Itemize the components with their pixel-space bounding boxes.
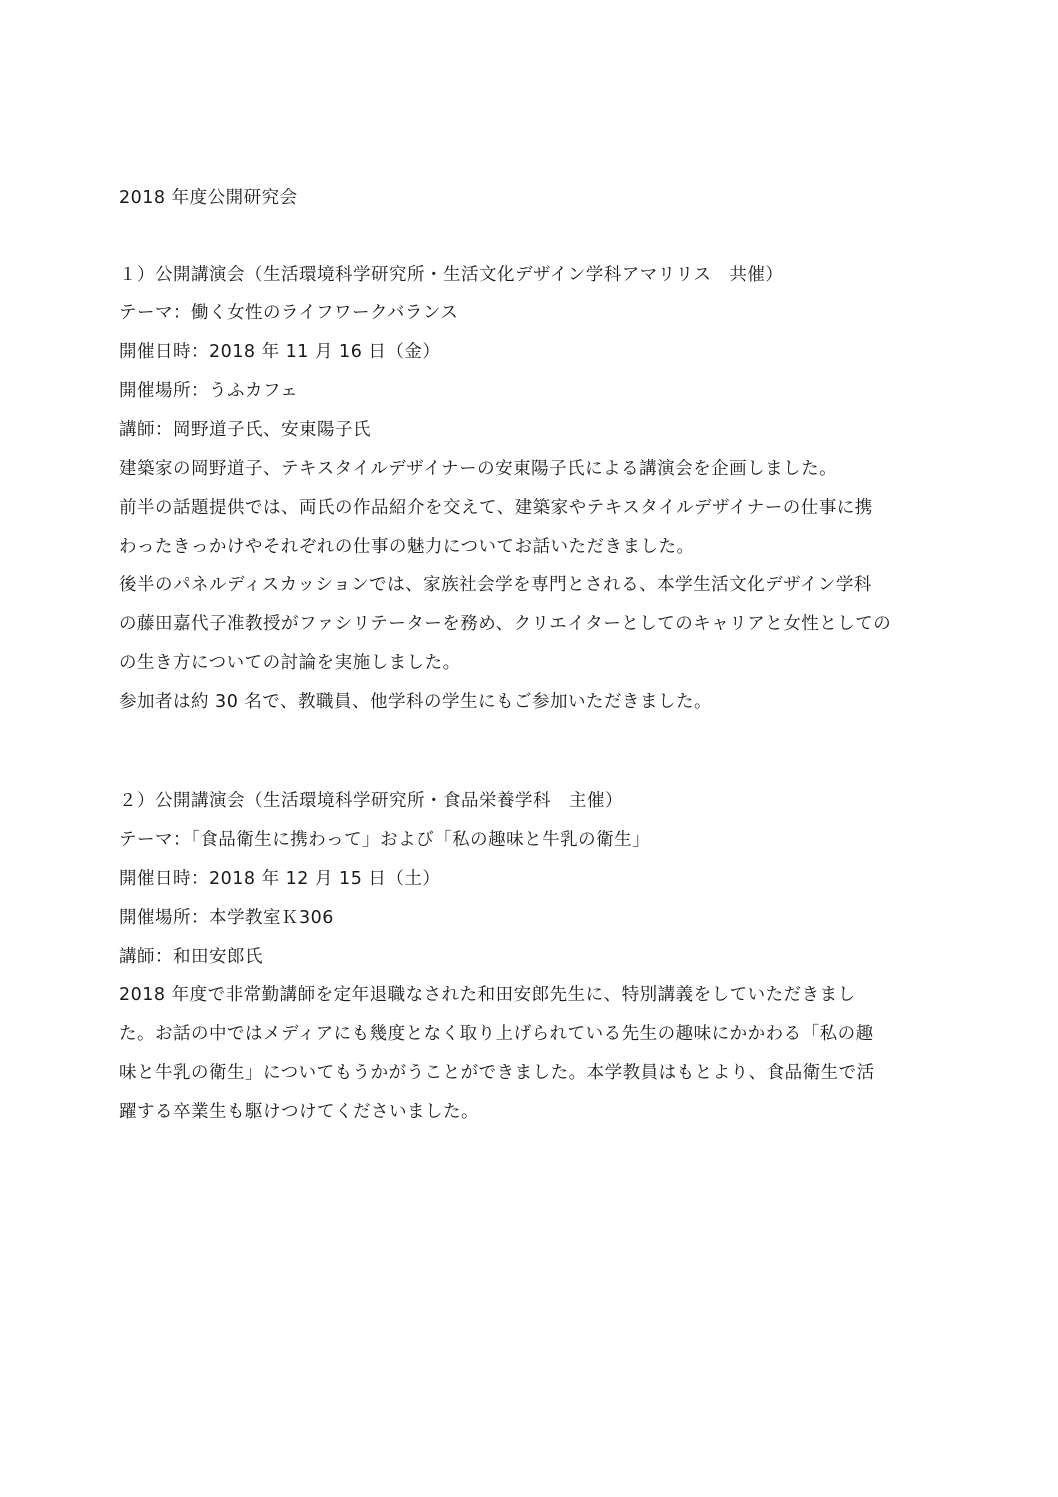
- section2-heading: ２）公開講演会（生活環境科学研究所・食品栄養学科 主催）: [119, 791, 623, 811]
- section1-body-line: の生き方についての討論を実施しました。: [119, 653, 461, 673]
- section1-body-line: 後半のパネルディスカッションでは、家族社会学を専門とされる、本学生活文化デザイン学科: [119, 575, 872, 595]
- document-title: 2018 年度公開研究会: [119, 188, 298, 208]
- section2-body-line: た。お話の中ではメディアにも幾度となく取り上げられている先生の趣味にかかわる「私の趣: [119, 1024, 874, 1044]
- section2-body-line: 味と牛乳の衛生」についてもうかがうことができました。本学教員はもとより、食品衛生で活: [119, 1063, 875, 1083]
- section1-speakers: 講師：岡野道子氏、安東陽子氏: [119, 420, 371, 440]
- section1-heading: １）公開講演会（生活環境科学研究所・生活文化デザイン学科アマリリス 共催）: [119, 265, 784, 285]
- section1-body-line: 前半の話題提供では、両氏の作品紹介を交えて、建築家やテキスタイルデザイナーの仕事に携: [119, 498, 873, 518]
- section1-venue: 開催場所：うふカフェ: [119, 381, 299, 401]
- section2-venue: 開催場所：本学教室Ｋ306: [119, 908, 334, 928]
- section2-theme: テーマ：「食品衛生に携わって」および「私の趣味と牛乳の衛生」: [119, 830, 651, 850]
- section2-speakers: 講師：和田安郎氏: [119, 947, 263, 967]
- section1-body-line: 建築家の岡野道子、テキスタイルデザイナーの安東陽子氏による講演会を企画しました。: [119, 459, 838, 479]
- section1-date: 開催日時：2018 年 11 月 16 日（金）: [119, 342, 441, 362]
- section2-body-line: 2018 年度で非常勤講師を定年退職なされた和田安郎先生に、特別講義をしていただきまし: [119, 985, 856, 1005]
- section1-theme: テーマ：働く女性のライフワークバランス: [119, 303, 459, 323]
- section2-date: 開催日時：2018 年 12 月 15 日（土）: [119, 869, 441, 889]
- section1-body-line: 参加者は約 30 名で、教職員、他学科の学生にもご参加いただきました。: [119, 692, 713, 712]
- section1-body-line: わったきっかけやそれぞれの仕事の魅力についてお話いただきました。: [119, 537, 695, 557]
- section1-body-line: の藤田嘉代子准教授がファシリテーターを務め、クリエイターとしてのキャリアと女性としての: [119, 614, 892, 634]
- section2-body-line: 躍する卒業生も駆けつけてくださいました。: [119, 1102, 479, 1122]
